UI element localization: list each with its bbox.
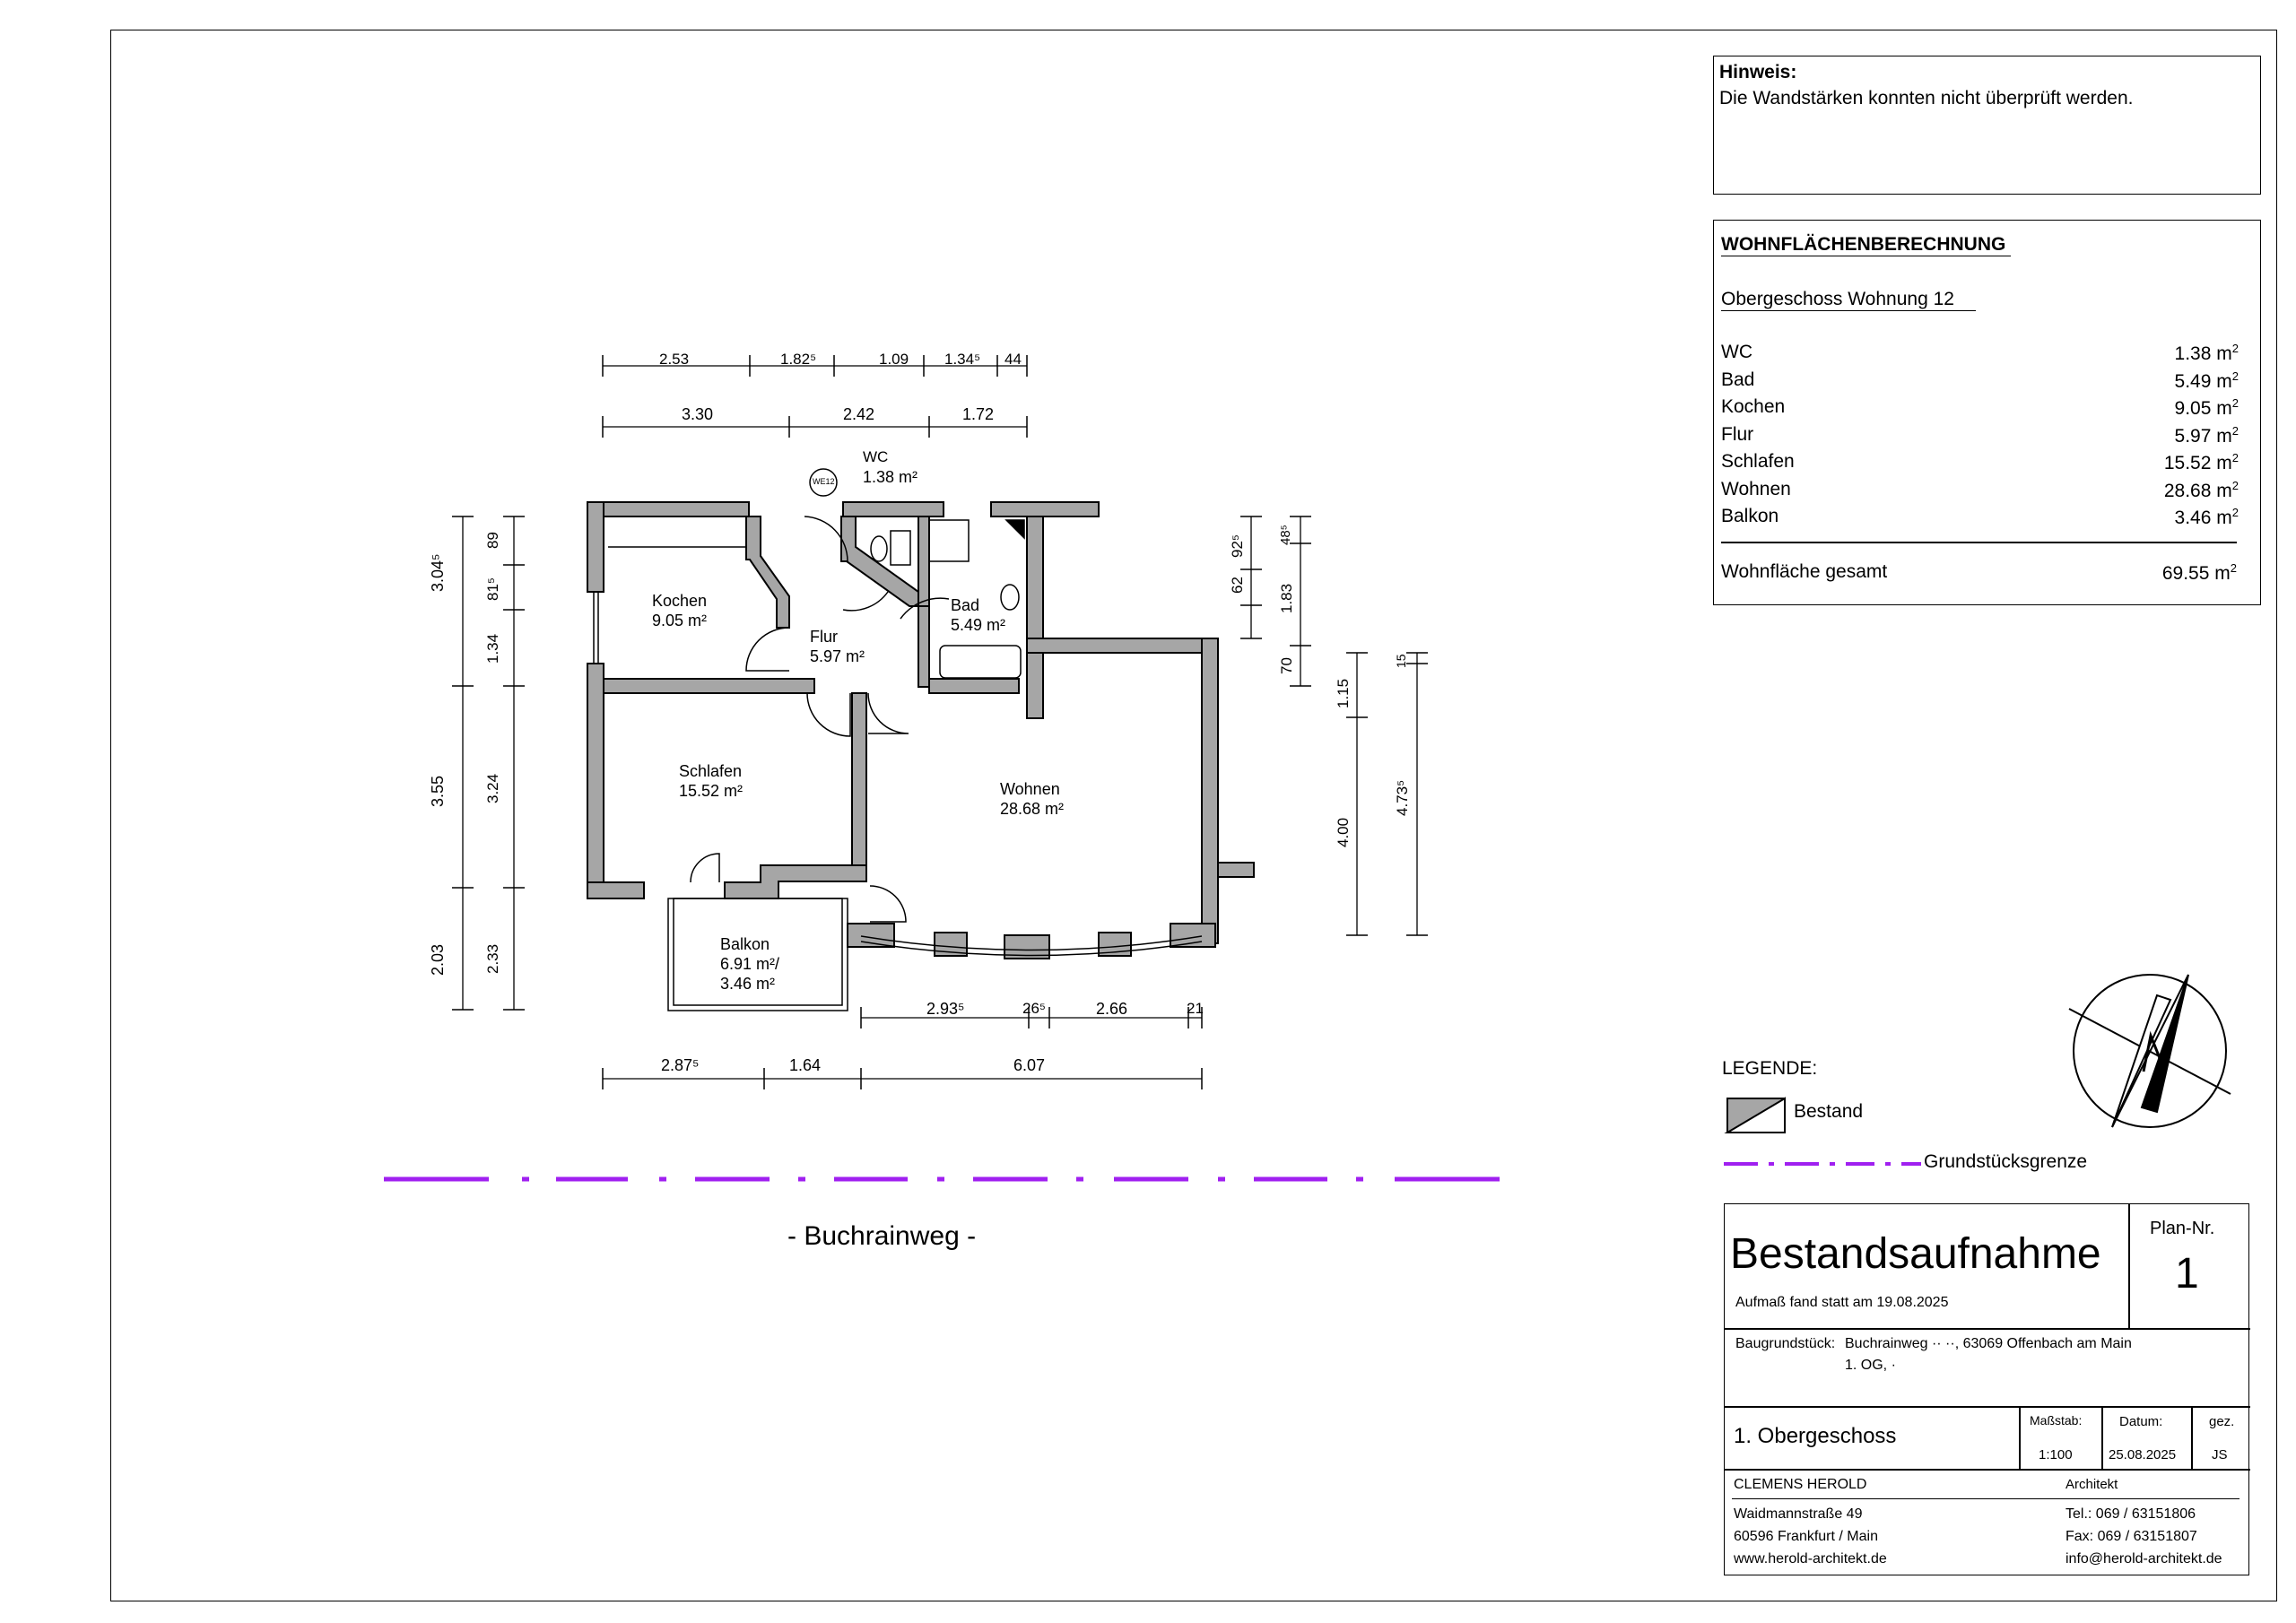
- room-kochen-area: 9.05 m²: [652, 612, 708, 629]
- tb-date: 25.08.2025: [2109, 1447, 2177, 1462]
- area-total-value: 69.55 $m^2$: [2161, 561, 2237, 584]
- dim-bottom2-1: 1.64: [789, 1056, 822, 1074]
- tb-firm-role: Architekt: [2066, 1477, 2118, 1492]
- dimension-lines: [463, 366, 1417, 1079]
- dim-right1-3: 1.83: [1278, 583, 1295, 613]
- dim-right2-1: 4.00: [1335, 817, 1352, 847]
- wall-bad-bottom: [929, 679, 1019, 693]
- dim-left2-2: 1.34: [484, 633, 501, 664]
- legend-boundary-label: Grundstücksgrenze: [1924, 1151, 2088, 1172]
- tb-firm: CLEMENS HEROLD: [1734, 1477, 1867, 1492]
- dim-top1-2: 1.09: [879, 351, 909, 368]
- room-bad-area: 5.49 m²: [951, 616, 1006, 634]
- dim-top1-3: 1.34⁵: [944, 351, 981, 368]
- wall-bad-right: [1027, 516, 1043, 718]
- dim-top2-1: 2.42: [843, 405, 875, 423]
- wall-wohnen-top: [1027, 638, 1215, 653]
- dim-top1-1: 1.82⁵: [780, 351, 817, 368]
- area-row: [1721, 506, 2239, 533]
- area-total-row: [1721, 561, 2237, 588]
- dim-bottom2-0: 2.87⁵: [661, 1056, 700, 1074]
- dim-bottom1-1: 26⁵: [1022, 1000, 1046, 1017]
- room-balkon-name: Balkon: [720, 935, 770, 953]
- area-row: [1721, 479, 2239, 506]
- area-row-label: Bad: [1721, 369, 1755, 390]
- door-kochen: [746, 628, 789, 671]
- dim-left1-2: 2.03: [429, 943, 447, 976]
- room-schlafen-name: Schlafen: [679, 762, 743, 780]
- door-balkon: [691, 854, 719, 882]
- area-row-value: 3.46 $m^2$: [2174, 506, 2239, 528]
- tb-fax: Fax: 069 / 63151807: [2066, 1529, 2197, 1544]
- room-wc-area: 1.38 m²: [863, 468, 918, 486]
- wall-wohnen-right: [1202, 638, 1218, 943]
- area-row-label: Wohnen: [1721, 478, 1791, 499]
- dim-right2-3: 4.73⁵: [1394, 779, 1411, 816]
- dim-bottom2-2: 6.07: [1013, 1056, 1046, 1074]
- area-title: WOHNFLÄCHENBERECHNUNG: [1721, 234, 2011, 256]
- area-total-label: Wohnfläche gesamt: [1721, 561, 1888, 582]
- dim-top2-2: 1.72: [962, 405, 995, 423]
- dim-right2-2: 15: [1394, 654, 1408, 668]
- area-row: [1721, 424, 2239, 451]
- door-bay: [870, 886, 906, 922]
- area-row-value: 5.97 $m^2$: [2174, 423, 2239, 447]
- wc-bowl: [871, 536, 887, 561]
- tb-plan-number: 1: [2175, 1250, 2199, 1298]
- room-bad-name: Bad: [951, 596, 980, 614]
- room-kochen-name: Kochen: [652, 592, 708, 610]
- dim-left2-4: 2.33: [484, 943, 501, 974]
- room-wohnen-name: Wohnen: [1000, 780, 1060, 798]
- tb-plot-label: Baugrundstück:: [1735, 1336, 1836, 1351]
- area-row: [1721, 396, 2239, 423]
- title-block: [1724, 1203, 2249, 1575]
- legend-bestand-label: Bestand: [1794, 1101, 1864, 1122]
- tb-scale-label: Maßstab:: [2030, 1413, 2083, 1428]
- dim-left1-1: 3.55: [429, 775, 447, 807]
- dim-right1-2: 48⁵: [1278, 525, 1293, 545]
- area-row: [1721, 342, 2239, 369]
- tb-scale: 1:100: [2039, 1447, 2073, 1462]
- tb-drawn: JS: [2212, 1447, 2228, 1462]
- area-row-label: Flur: [1721, 423, 1754, 445]
- dim-left2-1: 81⁵: [484, 577, 501, 601]
- area-row-label: Kochen: [1721, 396, 1786, 417]
- street-label: - Buchrainweg -: [787, 1221, 977, 1251]
- dim-left2-3: 3.24: [484, 773, 501, 803]
- dim-top1-4: 44: [1004, 351, 1022, 368]
- door-wohnen: [868, 693, 909, 733]
- dim-right2-0: 1.15: [1335, 678, 1352, 708]
- tb-plot-line1: Buchrainweg ·· ··, 63069 Offenbach am Main: [1845, 1336, 2132, 1351]
- wall-wc-right: [918, 516, 929, 606]
- note-box: [1713, 56, 2261, 195]
- unit-tag: WE12: [813, 477, 835, 486]
- wall-bad-left: [918, 606, 929, 687]
- dim-bottom1-3: 21: [1187, 1000, 1204, 1017]
- door-wc: [843, 592, 888, 611]
- wall-top-right: [991, 502, 1099, 516]
- wall-top-left: [587, 502, 749, 516]
- wall-balkon-step: [725, 865, 866, 898]
- note-text: Die Wandstärken konnten nicht überprüft werden.: [1719, 88, 2134, 108]
- area-calculation-box: [1713, 220, 2261, 605]
- room-flur-area: 5.97 m²: [810, 647, 865, 665]
- dim-top1-0: 2.53: [659, 351, 690, 368]
- plan-walls: [587, 502, 1254, 959]
- room-wc-name: WC: [863, 448, 889, 465]
- area-row-value: 5.49 $m^2$: [2174, 369, 2239, 392]
- tb-plan-label: Plan-Nr.: [2150, 1219, 2215, 1238]
- tb-street: Waidmannstraße 49: [1734, 1506, 1863, 1522]
- wall-kitchen-diag: [746, 516, 789, 628]
- area-row-label: WC: [1721, 342, 1752, 362]
- tb-title: Bestandsaufnahme: [1730, 1230, 2101, 1278]
- area-subtitle: Obergeschoss Wohnung 12: [1721, 289, 1976, 311]
- shower: [929, 520, 969, 561]
- door-schlafen: [807, 693, 850, 736]
- shaft: [1006, 520, 1024, 538]
- area-row-value: 1.38 $m^2$: [2174, 342, 2239, 364]
- bathtub: [940, 646, 1021, 678]
- area-row-label: Balkon: [1721, 506, 1779, 526]
- tb-date-label: Datum:: [2119, 1414, 2163, 1429]
- dim-right1-0: 92⁵: [1229, 534, 1246, 558]
- area-row-value: 9.05 $m^2$: [2174, 396, 2239, 419]
- wall-left-upper: [587, 502, 604, 592]
- tb-floor: 1. Obergeschoss: [1734, 1424, 1897, 1448]
- dim-top2-0: 3.30: [682, 405, 714, 423]
- north-arrow-icon: [2069, 975, 2231, 1127]
- area-row-label: Schlafen: [1721, 451, 1795, 472]
- dim-right1-4: 70: [1278, 657, 1295, 674]
- tb-plot-line2: 1. OG, ·: [1845, 1358, 1896, 1373]
- dim-left1-0: 3.04⁵: [429, 553, 447, 592]
- room-flur-name: Flur: [810, 628, 838, 646]
- wall-top-mid: [843, 502, 944, 516]
- tb-drawn-label: gez.: [2209, 1414, 2235, 1429]
- wc-tank: [891, 531, 910, 565]
- wall-schlafen-right: [852, 693, 866, 872]
- tb-tel: Tel.: 069 / 63151806: [2066, 1506, 2196, 1522]
- area-row-value: 15.52 $m^2$: [2163, 451, 2239, 473]
- dim-bottom1-2: 2.66: [1096, 1000, 1128, 1018]
- note-title: Hinweis:: [1719, 62, 1797, 82]
- room-schlafen-area: 15.52 m²: [679, 782, 744, 800]
- room-wohnen-area: 28.68 m²: [1000, 800, 1065, 818]
- bad-sink: [1001, 585, 1019, 610]
- room-balkon-area1: 6.91 m²/: [720, 955, 780, 973]
- wall-left-lower: [587, 664, 604, 898]
- tb-mail: info@herold-architekt.de: [2066, 1551, 2222, 1567]
- wall-schlafen-bottom: [587, 882, 644, 898]
- area-row: [1721, 451, 2239, 478]
- area-total-divider: [1721, 542, 2237, 543]
- area-row: [1721, 369, 2239, 396]
- legend-title: LEGENDE:: [1722, 1058, 1818, 1079]
- tb-subtitle: Aufmaß fand statt am 19.08.2025: [1735, 1295, 1949, 1310]
- wall-wohnen-stub: [1218, 863, 1254, 877]
- dim-right1-1: 62: [1229, 577, 1246, 594]
- area-row-value: 28.68 $m^2$: [2163, 478, 2239, 501]
- dim-bottom1-0: 2.93⁵: [926, 1000, 965, 1018]
- tb-city: 60596 Frankfurt / Main: [1734, 1529, 1878, 1544]
- legend-bestand-swatch: [1727, 1098, 1785, 1133]
- wall-kitchen-bottom: [604, 679, 814, 693]
- dim-left2-0: 89: [484, 532, 501, 549]
- room-balkon-area2: 3.46 m²: [720, 975, 776, 993]
- tb-web: www.herold-architekt.de: [1734, 1551, 1887, 1567]
